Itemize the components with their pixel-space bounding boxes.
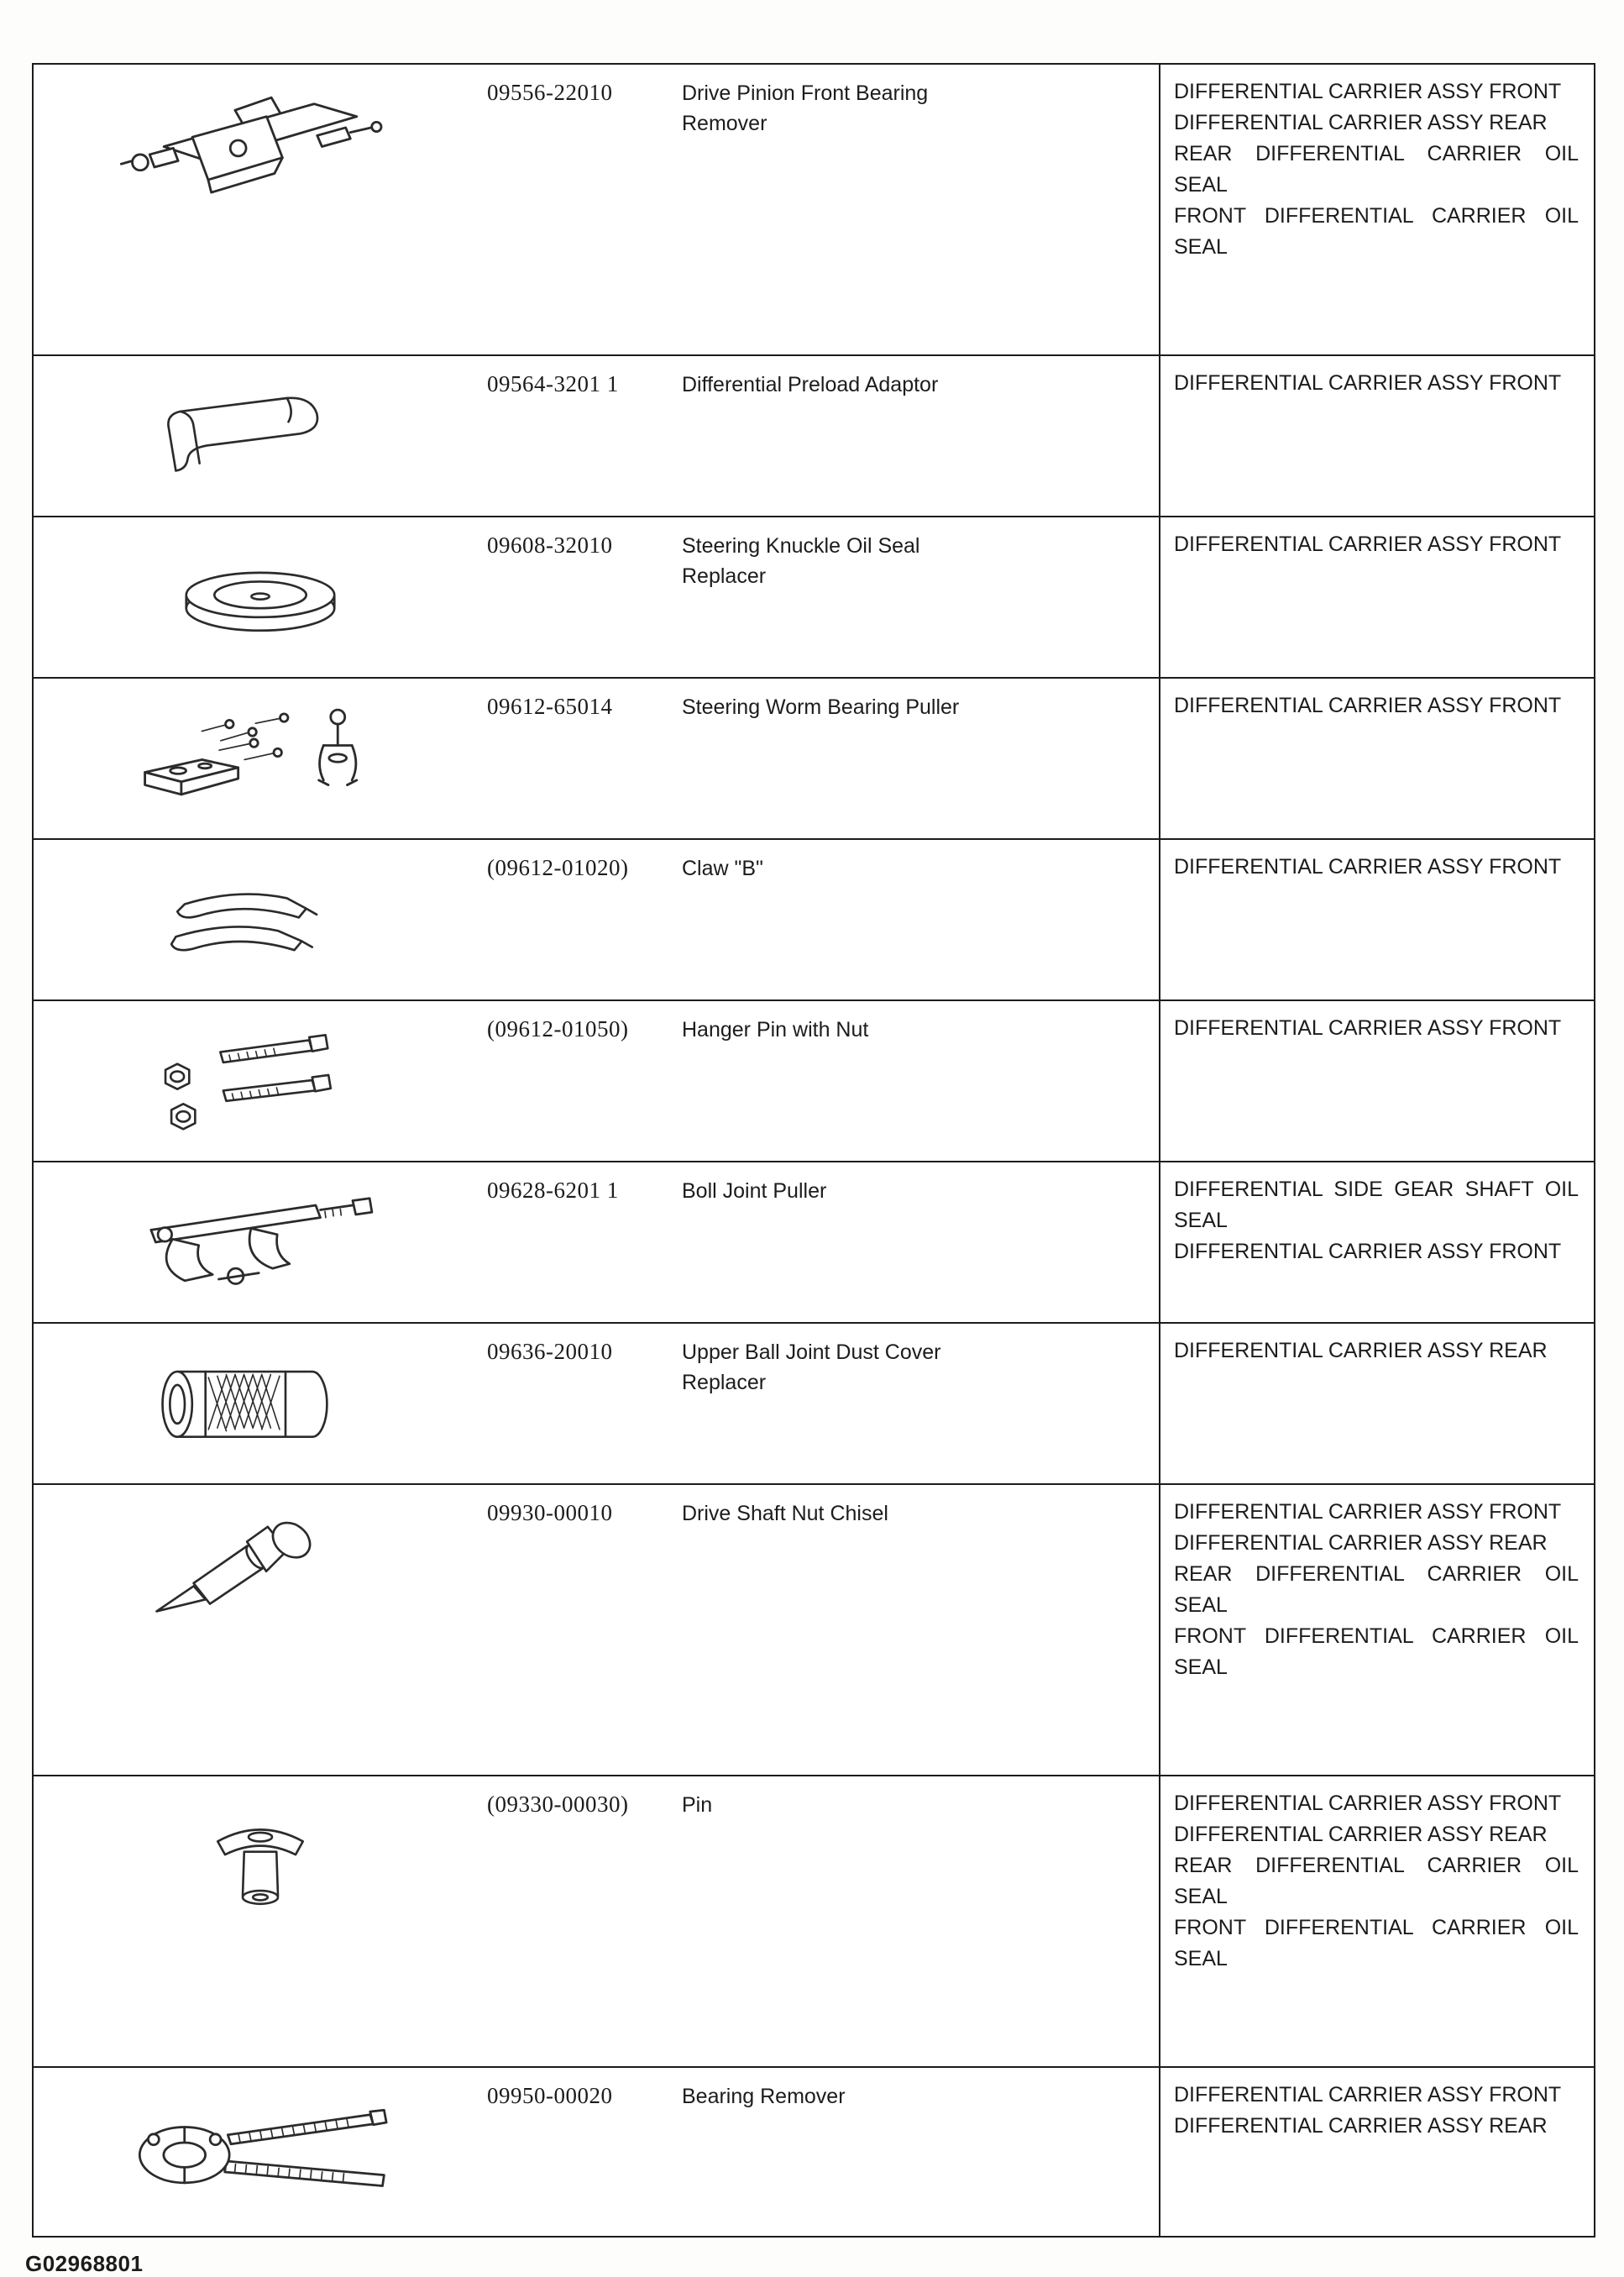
tool-name: Claw "B" [682, 857, 763, 880]
applications-cell [1159, 356, 1594, 516]
bearing-remover-illustration [113, 2089, 407, 2215]
applications-cell [1159, 1324, 1594, 1483]
application-item: REAR DIFFERENTIAL CARRIER OIL SEAL [1174, 1854, 1579, 1908]
tool-illustration-cell [34, 1324, 487, 1483]
applications-cell [1159, 1485, 1594, 1775]
table-row [34, 679, 1594, 840]
sst-tools-table [32, 63, 1595, 2238]
upper-ball-joint-dust-cover-replacer-illustration [134, 1345, 386, 1462]
tool-illustration-cell [34, 2068, 487, 2236]
part-number: 09608-32010 [487, 533, 613, 558]
application-item: DIFFERENTIAL CARRIER ASSY FRONT [1174, 1792, 1562, 1815]
application-item: REAR DIFFERENTIAL CARRIER OIL SEAL [1174, 1562, 1579, 1617]
table-row [34, 1485, 1594, 1776]
claw-b-illustration [134, 861, 386, 978]
table-row [34, 356, 1594, 517]
tool-name: Hanger Pin with Nut [682, 1018, 869, 1041]
hanger-pin-with-nut-illustration [134, 1022, 386, 1140]
application-item: DIFFERENTIAL CARRIER ASSY FRONT [1174, 694, 1562, 717]
pin-illustration [172, 1798, 348, 1924]
application-item: DIFFERENTIAL CARRIER ASSY FRONT [1174, 371, 1562, 395]
application-item: DIFFERENTIAL CARRIER ASSY REAR [1174, 2114, 1548, 2138]
steering-worm-bearing-puller-illustration [126, 698, 395, 820]
application-item: DIFFERENTIAL CARRIER ASSY REAR [1174, 1823, 1548, 1846]
application-item: DIFFERENTIAL CARRIER ASSY REAR [1174, 1339, 1548, 1362]
part-number: 09564-3201 1 [487, 371, 619, 396]
part-number: (09612-01050) [487, 1016, 629, 1041]
tool-illustration-cell [34, 1001, 487, 1161]
part-number: 09930-00010 [487, 1500, 613, 1525]
table-row [34, 65, 1594, 356]
application-item: DIFFERENTIAL CARRIER ASSY FRONT [1174, 1500, 1562, 1524]
part-number: 09950-00020 [487, 2083, 613, 2108]
tool-illustration-cell [34, 679, 487, 838]
application-item: DIFFERENTIAL CARRIER ASSY FRONT [1174, 533, 1562, 556]
part-number: 09628-6201 1 [487, 1178, 619, 1203]
part-number: 09612-65014 [487, 694, 613, 719]
table-row [34, 1324, 1594, 1485]
application-item: DIFFERENTIAL CARRIER ASSY REAR [1174, 1531, 1548, 1555]
application-item: DIFFERENTIAL SIDE GEAR SHAFT OIL SEAL [1174, 1178, 1579, 1232]
tool-name: Drive Shaft Nut Chisel [682, 1502, 888, 1525]
applications-cell [1159, 1776, 1594, 2066]
differential-preload-adaptor-illustration [134, 377, 386, 495]
applications-cell [1159, 1001, 1594, 1161]
tool-name: Steering Worm Bearing Puller [682, 695, 960, 719]
part-number: 09556-22010 [487, 80, 613, 105]
tool-name: Steering Knuckle Oil Seal Replacer [682, 534, 920, 588]
tool-illustration-cell [34, 1776, 487, 2066]
application-item: REAR DIFFERENTIAL CARRIER OIL SEAL [1174, 142, 1579, 197]
part-number: 09636-20010 [487, 1339, 613, 1364]
tool-illustration-cell [34, 65, 487, 354]
applications-cell [1159, 65, 1594, 354]
application-item: FRONT DIFFERENTIAL CARRIER OIL SEAL [1174, 1916, 1579, 1970]
table-row [34, 1001, 1594, 1162]
application-item: DIFFERENTIAL CARRIER ASSY REAR [1174, 111, 1548, 134]
application-item: DIFFERENTIAL CARRIER ASSY FRONT [1174, 2083, 1562, 2106]
tool-name: Boll Joint Puller [682, 1179, 827, 1203]
table-row [34, 1776, 1594, 2068]
tool-illustration-cell [34, 356, 487, 516]
application-item: DIFFERENTIAL CARRIER ASSY FRONT [1174, 1016, 1562, 1040]
tool-illustration-cell [34, 840, 487, 999]
table-row [34, 517, 1594, 679]
steering-knuckle-oil-seal-replacer-illustration [134, 538, 386, 656]
table-row [34, 2068, 1594, 2236]
application-item: DIFFERENTIAL CARRIER ASSY FRONT [1174, 855, 1562, 879]
part-number: (09330-00030) [487, 1792, 629, 1817]
application-item: FRONT DIFFERENTIAL CARRIER OIL SEAL [1174, 1624, 1579, 1679]
applications-cell [1159, 2068, 1594, 2236]
application-item: DIFFERENTIAL CARRIER ASSY FRONT [1174, 80, 1562, 103]
tool-name: Differential Preload Adaptor [682, 373, 939, 396]
tool-name: Drive Pinion Front Bearing Remover [682, 81, 929, 135]
tool-illustration-cell [34, 517, 487, 677]
table-row [34, 840, 1594, 1001]
tool-name: Bearing Remover [682, 2085, 846, 2108]
figure-code: G02968801 [25, 2251, 144, 2276]
part-number: (09612-01020) [487, 855, 629, 880]
table-row [34, 1162, 1594, 1324]
drive-pinion-front-bearing-remover-illustration [118, 87, 403, 221]
application-item: DIFFERENTIAL CARRIER ASSY FRONT [1174, 1240, 1562, 1263]
drive-shaft-nut-chisel-illustration [134, 1507, 386, 1633]
applications-cell [1159, 517, 1594, 677]
applications-cell [1159, 840, 1594, 999]
boll-joint-puller-illustration [122, 1179, 399, 1305]
tool-name: Pin [682, 1793, 713, 1817]
tool-illustration-cell [34, 1162, 487, 1322]
tool-name: Upper Ball Joint Dust Cover Replacer [682, 1340, 941, 1394]
tool-illustration-cell [34, 1485, 487, 1775]
applications-cell [1159, 1162, 1594, 1322]
application-item: FRONT DIFFERENTIAL CARRIER OIL SEAL [1174, 204, 1579, 259]
applications-cell [1159, 679, 1594, 838]
